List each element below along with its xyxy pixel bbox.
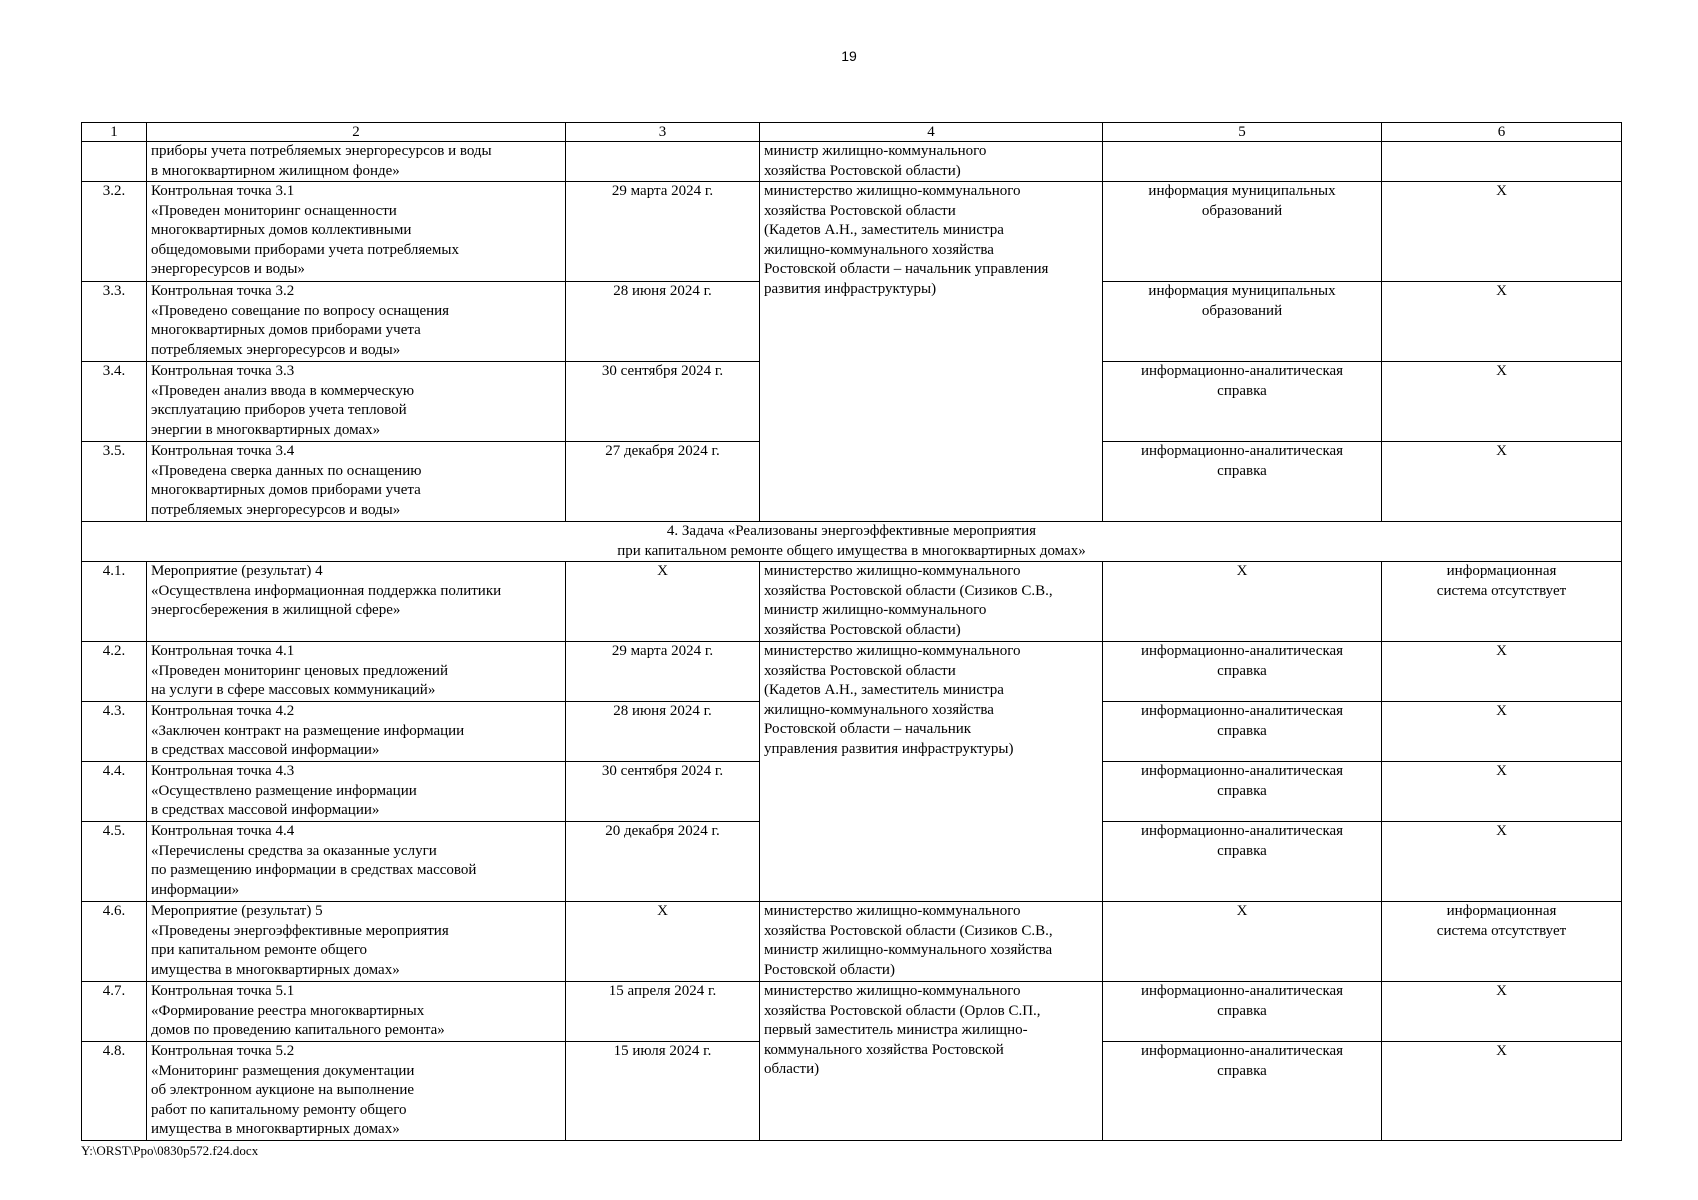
row-info-system: X	[1382, 442, 1622, 522]
row-date: 30 сентября 2024 г.	[566, 762, 760, 822]
row-number: 4.1.	[82, 562, 147, 642]
row-responsible: министерство жилищно-коммунального хозяйства Ростовской области (Кадетов А.Н., заместитель министра жилищно-коммунального хозяйства Ростовской области – начальник управления развития инфраструктуры)	[760, 642, 1103, 902]
row-document: информация муниципальных образований	[1103, 282, 1382, 362]
table-row	[82, 562, 1622, 642]
section-heading: 4. Задача «Реализованы энергоэффективные мероприятия при капитальном ремонте общего имущества в многоквартирных домах»	[82, 522, 1622, 562]
row-responsible: министерство жилищно-коммунального хозяйства Ростовской области (Сизиков С.В., министр жилищно-коммунального хозяйства Ростовской области)	[760, 902, 1103, 982]
column-number: 1	[82, 123, 147, 142]
row-name: Контрольная точка 4.2 «Заключен контракт на размещение информации в средствах массовой информации»	[147, 702, 566, 762]
table-row	[82, 142, 1622, 182]
row-date: 30 сентября 2024 г.	[566, 362, 760, 442]
row-document: информационно-аналитическая справка	[1103, 822, 1382, 902]
row-info-system: X	[1382, 702, 1622, 762]
column-number: 5	[1103, 123, 1382, 142]
row-responsible: министерство жилищно-коммунального хозяйства Ростовской области (Орлов С.П., первый заместитель министра жилищно- коммунального хозяйства Ростовской области)	[760, 982, 1103, 1141]
row-document: X	[1103, 902, 1382, 982]
row-date: 28 июня 2024 г.	[566, 282, 760, 362]
row-document: информационно-аналитическая справка	[1103, 762, 1382, 822]
table-row	[82, 642, 1622, 702]
row-number: 3.2.	[82, 182, 147, 282]
row-name: Контрольная точка 3.2 «Проведено совещание по вопросу оснащения многоквартирных домов приборами учета потребляемых энергоресурсов и воды»	[147, 282, 566, 362]
row-info-system: X	[1382, 982, 1622, 1042]
row-document: X	[1103, 562, 1382, 642]
row-info-system: X	[1382, 642, 1622, 702]
column-number: 6	[1382, 123, 1622, 142]
row-name: Контрольная точка 5.2 «Мониторинг размещения документации об электронном аукционе на выполнение работ по капитальному ремонту общего имущества в многоквартирных домах»	[147, 1042, 566, 1141]
row-info-system: X	[1382, 1042, 1622, 1141]
column-numbers-row	[82, 123, 1622, 142]
row-number: 4.2.	[82, 642, 147, 702]
row-info-system: информационная система отсутствует	[1382, 902, 1622, 982]
section-heading-row	[82, 522, 1622, 562]
row-info-system: X	[1382, 822, 1622, 902]
row-info-system: X	[1382, 182, 1622, 282]
row-date: 28 июня 2024 г.	[566, 702, 760, 762]
row-name: Контрольная точка 4.1 «Проведен мониторинг ценовых предложений на услуги в сфере массовых коммуникаций»	[147, 642, 566, 702]
page-number: 19	[841, 48, 857, 64]
row-name: Контрольная точка 3.4 «Проведена сверка данных по оснащению многоквартирных домов приборами учета потребляемых энергоресурсов и воды»	[147, 442, 566, 522]
row-date: X	[566, 562, 760, 642]
table-row	[82, 902, 1622, 982]
row-info-system: X	[1382, 282, 1622, 362]
row-responsible: министерство жилищно-коммунального хозяйства Ростовской области (Сизиков С.В., министр жилищно-коммунального хозяйства Ростовской области)	[760, 562, 1103, 642]
row-name: Контрольная точка 4.4 «Перечислены средства за оказанные услуги по размещению информации в средствах массовой информации»	[147, 822, 566, 902]
row-date: 29 марта 2024 г.	[566, 642, 760, 702]
row-document: информационно-аналитическая справка	[1103, 702, 1382, 762]
row-name: Контрольная точка 5.1 «Формирование реестра многоквартирных домов по проведению капитального ремонта»	[147, 982, 566, 1042]
column-number: 4	[760, 123, 1103, 142]
row-number: 4.6.	[82, 902, 147, 982]
row-document: информационно-аналитическая справка	[1103, 1042, 1382, 1141]
table-row	[82, 182, 1622, 282]
row-document: информационно-аналитическая справка	[1103, 982, 1382, 1042]
row-number: 4.8.	[82, 1042, 147, 1141]
row-name: Контрольная точка 3.1 «Проведен мониторинг оснащенности многоквартирных домов коллективными общедомовыми приборами учета потребляемых энергоресурсов и воды»	[147, 182, 566, 282]
row-date: 29 марта 2024 г.	[566, 182, 760, 282]
row-date: 27 декабря 2024 г.	[566, 442, 760, 522]
row-number: 4.3.	[82, 702, 147, 762]
row-document	[1103, 142, 1382, 182]
row-responsible: министр жилищно-коммунального хозяйства Ростовской области)	[760, 142, 1103, 182]
row-number: 4.4.	[82, 762, 147, 822]
row-number: 3.4.	[82, 362, 147, 442]
column-number: 3	[566, 123, 760, 142]
row-date: 15 июля 2024 г.	[566, 1042, 760, 1141]
row-document: информационно-аналитическая справка	[1103, 642, 1382, 702]
row-date: 20 декабря 2024 г.	[566, 822, 760, 902]
row-date: X	[566, 902, 760, 982]
row-number: 3.5.	[82, 442, 147, 522]
row-document: информационно-аналитическая справка	[1103, 442, 1382, 522]
row-date	[566, 142, 760, 182]
row-name: Контрольная точка 4.3 «Осуществлено размещение информации в средствах массовой информации»	[147, 762, 566, 822]
row-info-system: X	[1382, 762, 1622, 822]
row-name: Мероприятие (результат) 4 «Осуществлена информационная поддержка политики энергосбережения в жилищной сфере»	[147, 562, 566, 642]
row-date: 15 апреля 2024 г.	[566, 982, 760, 1042]
row-number: 4.5.	[82, 822, 147, 902]
row-number: 4.7.	[82, 982, 147, 1042]
row-name: приборы учета потребляемых энергоресурсов и воды в многоквартирном жилищном фонде»	[147, 142, 566, 182]
column-number: 2	[147, 123, 566, 142]
row-document: информация муниципальных образований	[1103, 182, 1382, 282]
file-path-footer: Y:\ORST\Ppo\0830p572.f24.docx	[81, 1143, 259, 1158]
row-name: Контрольная точка 3.3 «Проведен анализ ввода в коммерческую эксплуатацию приборов учета тепловой энергии в многоквартирных домах»	[147, 362, 566, 442]
row-name: Мероприятие (результат) 5 «Проведены энергоэффективные мероприятия при капитальном ремонте общего имущества в многоквартирных домах»	[147, 902, 566, 982]
row-document: информационно-аналитическая справка	[1103, 362, 1382, 442]
row-info-system	[1382, 142, 1622, 182]
plan-table	[81, 122, 1622, 1141]
table-row	[82, 982, 1622, 1042]
row-info-system: информационная система отсутствует	[1382, 562, 1622, 642]
row-responsible: министерство жилищно-коммунального хозяйства Ростовской области (Кадетов А.Н., заместитель министра жилищно-коммунального хозяйства Ростовской области – начальник управления развития инфраструктуры)	[760, 182, 1103, 522]
row-number	[82, 142, 147, 182]
row-info-system: X	[1382, 362, 1622, 442]
row-number: 3.3.	[82, 282, 147, 362]
